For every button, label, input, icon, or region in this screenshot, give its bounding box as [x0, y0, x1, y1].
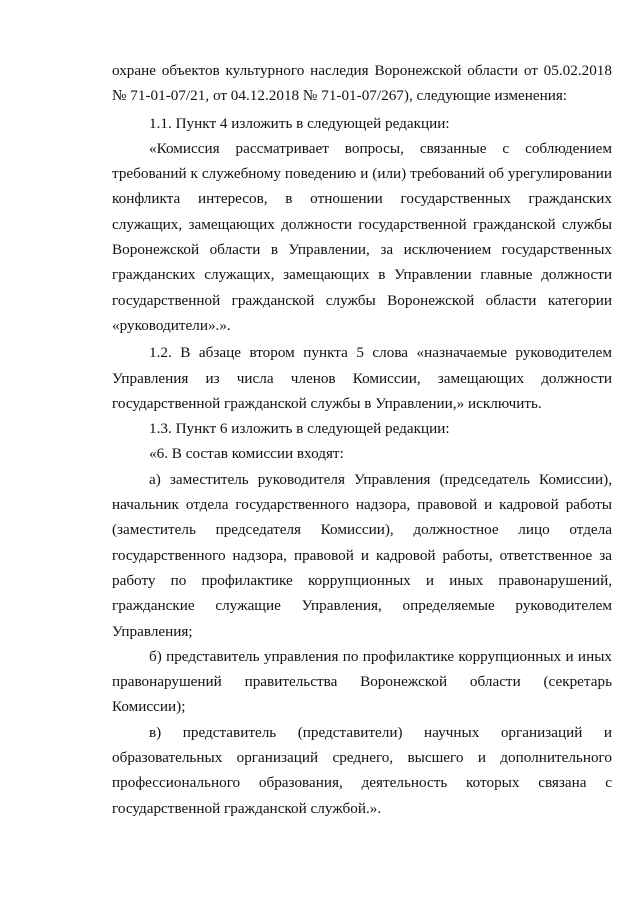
paragraph-item-1-1-text: «Комиссия рассматривает вопросы, связанные с соблюдением требований к служебному поведению и (или) требований об урегулировании конфликта интересов, в отношении государственных гражданских служащих, замещающих должности государственной гражданской службы Воронежской области в Управлении, за исключением государственных гражданских служащих, замещающих в Управлении главные должности государственной гражданской службы Воронежской области категории «руководители».». — [112, 139, 612, 334]
paragraph-item-6-a: а) заместитель руководителя Управления (председатель Комиссии), начальник отдела государственного надзора, правовой и кадровой работы (заместитель председателя Комиссии), должностное лицо отдела государственного надзора, правовой и кадровой работы, ответственное за работу по профилактике коррупционных и иных правонарушений, гражданские служащие Управления, определяемые руководителем Управления; — [112, 470, 612, 640]
paragraph-item-6-header: «6. В состав комиссии входят: — [149, 445, 344, 463]
paragraph-item-1-3: 1.3. Пункт 6 изложить в следующей редакции: — [149, 420, 450, 438]
paragraph-item-1-1: 1.1. Пункт 4 изложить в следующей редакции: — [149, 114, 450, 132]
paragraph-item-1-2: 1.2. В абзаце втором пункта 5 слова «назначаемые руководителем Управления из числа членов Комиссии, замещающих должности государственной гражданской службы в Управлении,» исключить. — [112, 344, 612, 412]
paragraph-intro: охране объектов культурного наследия Воронежской области от 05.02.2018 № 71-01-07/21, от 04.12.2018 № 71-01-07/267), следующие изменения: — [112, 62, 612, 105]
paragraph-item-6-b: б) представитель управления по профилактике коррупционных и иных правонарушений правительства Воронежской области (секретарь Комиссии); — [112, 647, 612, 716]
document-body — [112, 58, 612, 821]
paragraph-item-6-v: в) представитель (представители) научных организаций и образовательных организаций среднего, высшего и дополнительного профессионального образования, деятельность которых связана с государственной гражданской службой.». — [112, 723, 612, 817]
